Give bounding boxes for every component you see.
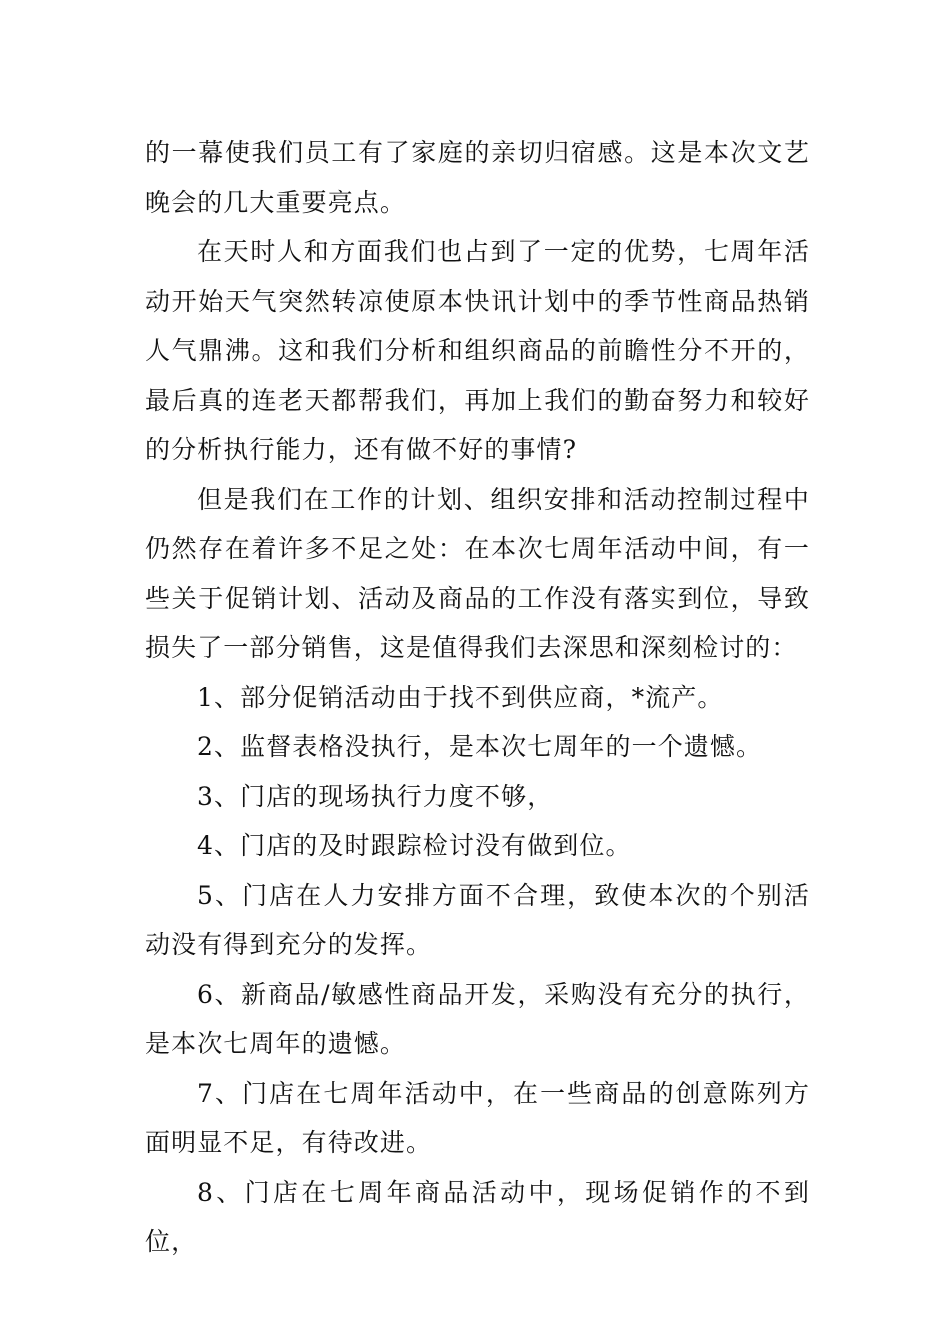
paragraph-shortcomings: 但是我们在工作的计划、组织安排和活动控制过程中仍然存在着许多不足之处：在本次七周年活动中间，有一些关于促销计划、活动及商品的工作没有落实到位，导致损失了一部分销售，这是值得我们去深思和深刻检讨的： [145, 484, 810, 662]
list-item-4: 4、门店的及时跟踪检讨没有做到位。 [197, 831, 632, 860]
list-item-8: 8、门店在七周年商品活动中，现场促销作的不到位， [145, 1177, 810, 1256]
list-item-5: 5、门店在人力安排方面不合理，致使本次的个别活动没有得到充分的发挥。 [145, 880, 810, 959]
paragraph-advantage: 在天时人和方面我们也占到了一定的优势，七周年活动开始天气突然转凉使原本快讯计划中的季节性商品热销人气鼎沸。这和我们分析和组织商品的前瞻性分不开的，最后真的连老天都帮我们，再加上我们的勤奋努力和较好的分析执行能力，还有做不好的事情? [145, 237, 810, 464]
list-item-2: 2、监督表格没执行，是本次七周年的一个遗憾。 [197, 732, 763, 761]
list-item-6: 6、新商品/敏感性商品开发，采购没有充分的执行，是本次七周年的遗憾。 [145, 979, 810, 1058]
document-body [145, 128, 810, 1267]
list-item-7: 7、门店在七周年活动中，在一些商品的创意陈列方面明显不足，有待改进。 [145, 1078, 810, 1157]
list-item-3: 3、门店的现场执行力度不够， [197, 781, 554, 811]
paragraph-continuation: 的一幕使我们员工有了家庭的亲切归宿感。这是本次文艺晚会的几大重要亮点。 [145, 138, 810, 217]
list-item-1: 1、部分促销活动由于找不到供应商，*流产。 [197, 682, 724, 712]
